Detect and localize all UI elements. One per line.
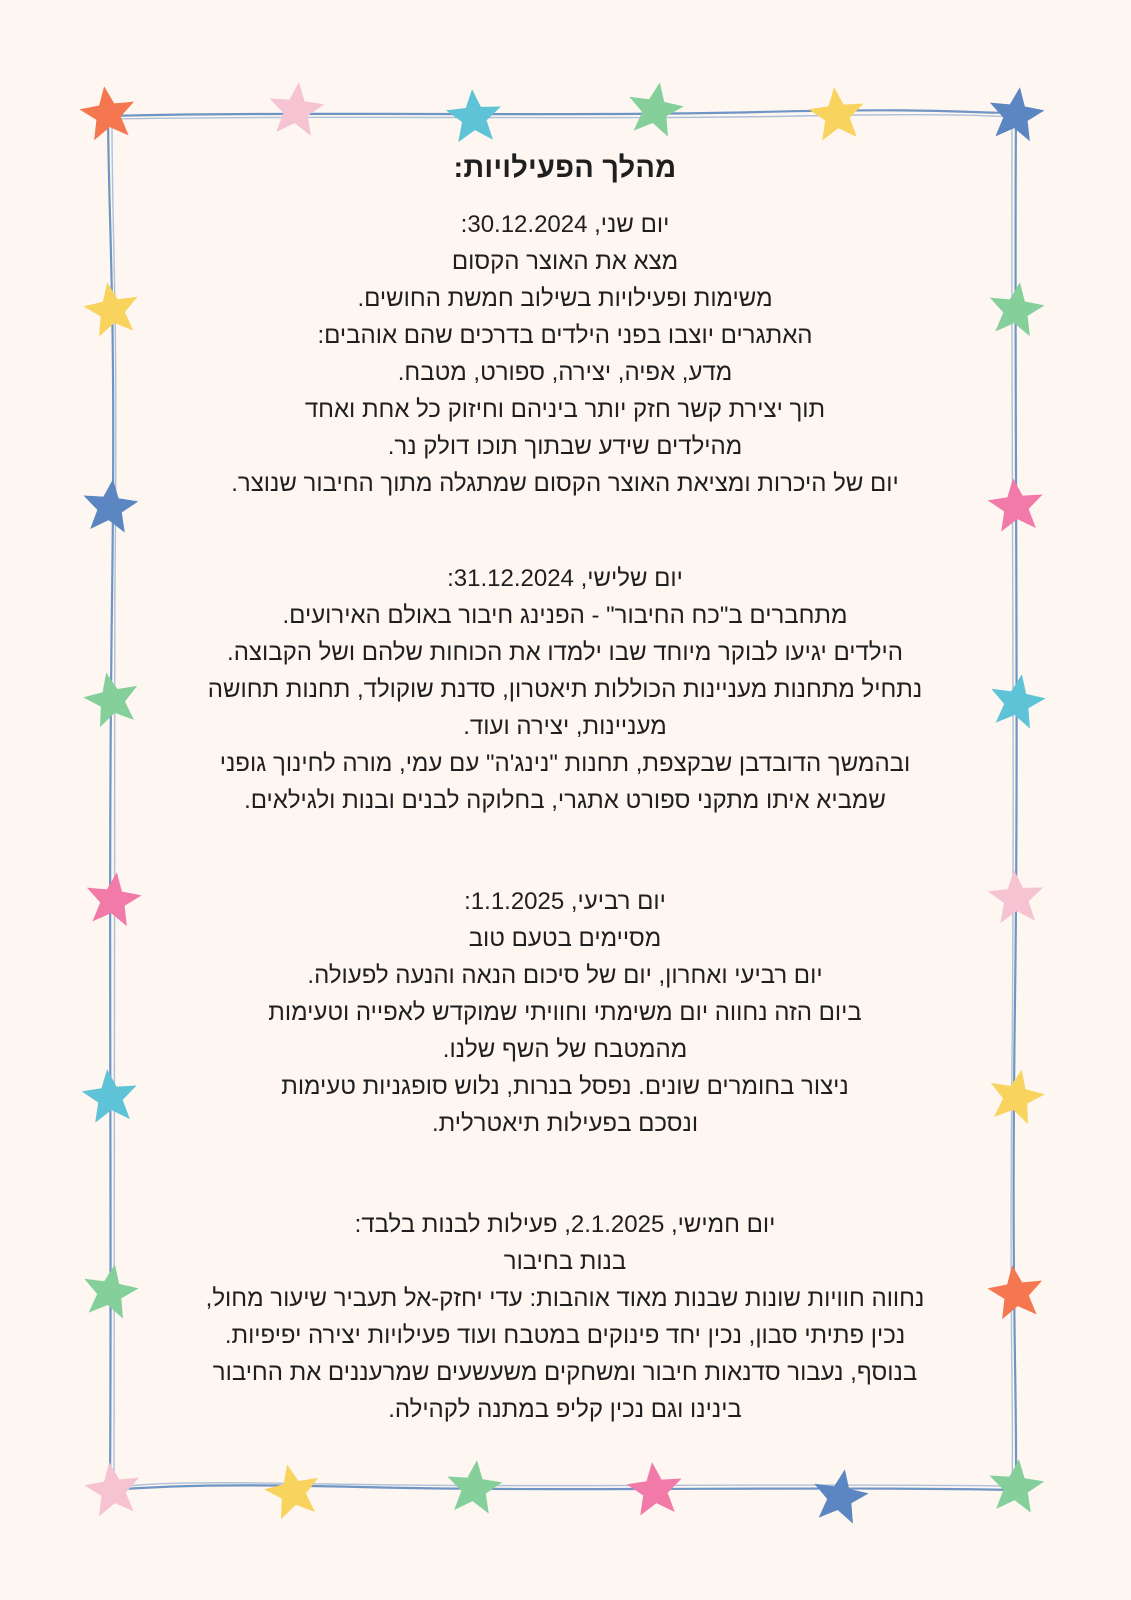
section-line: יום רביעי, 1.1.2025: [464,888,666,915]
day-section-thursday [160,1206,970,1428]
star-decoration [266,79,326,136]
section-line: ובהמשך הדובדבן שבקצפת, תחנות "נינג'ה" עם עמי, מורה לחינוך גופני [219,750,911,777]
star-decoration [82,868,144,927]
star-decoration [984,1064,1049,1126]
section-line: ונסכם בפעילות תיאטרלית. [431,1110,699,1137]
star-decoration [260,1459,325,1521]
section-line: נחווה חוויות שונות שבנות מאוד אוהבות: עדי יחזק-אל תעביר שיעור מחול, [205,1285,925,1312]
section-line: ניצור בחומרים שונים. נפסל בנרות, נלוש סופגניות טעימות [281,1073,849,1100]
section-line: משימות ופעילויות בשילוב חמשת החושים. [357,285,773,312]
page-title: מהלך הפעילויות: [453,152,677,184]
star-decoration [807,84,867,141]
section-line: מסיימים בטעם טוב [468,925,662,952]
day-section-wednesday [160,883,970,1142]
section-line: האתגרים יוצבו בפני הילדים בדרכים שהם אוהבים: [317,322,813,349]
section-line: יום של היכרות ומציאת האוצר הקסום שמתגלה מתוך החיבור שנוצר. [231,470,899,497]
section-line: מהילדים שידע שבתוך תוכו דולק נר. [387,433,743,460]
section-line: מתחברים ב"כח החיבור" - הפנינג חיבור באולם האירועים. [282,602,848,629]
section-line: יום רביעי ואחרון, יום של סיכום הנאה והנעה לפעולה. [307,962,823,989]
star-decoration [985,1261,1047,1320]
activities-document [160,148,970,1428]
section-line: נכין פתיתי סבון, נכין יחד פינוקים במטבח ועוד פעילויות יצירה יפיפיות. [224,1322,906,1349]
section-line: מעניינות, יצירה ועוד. [463,713,667,740]
section-line: יום שני, 30.12.2024: [460,211,670,238]
section-line: נתחיל מתחנות מעניינות הכוללות תיאטרון, סדנת שוקולד, תחנות תחושה [207,676,923,703]
day-section-monday [160,206,970,502]
section-line: מהמטבח של השף שלנו. [442,1036,688,1063]
section-line: מצא את האוצר הקסום [451,248,679,275]
section-line: שמביא איתו מתקני ספורט אתגרי, בחלוקה לבנים ובנות ולגילאים. [244,787,886,814]
section-line: בנות בחיבור [503,1248,627,1275]
day-section-tuesday [160,560,970,819]
star-decoration [444,1457,504,1514]
section-line: ביום הזה נחווה יום משימתי וחוויתי שמוקדש לאפייה וטעימות [268,999,862,1026]
section-line: בנוסף, נעבור סדנאות חיבור ומשחקים משעשעים שמרעננים את החיבור [212,1359,918,1386]
section-line: תוך יצירת קשר חזק יותר ביניהם וחיזוק כל אחת ואחד [304,396,826,423]
star-decoration [809,1465,872,1526]
star-decoration [624,78,687,139]
section-line: יום חמישי, 2.1.2025, פעילות לבנות בלבד: [354,1211,776,1238]
section-line: יום שלישי, 31.12.2024: [447,565,683,592]
section-line: הילדים יגיעו לבוקר מיוחד שבו ילמדו את הכוחות שלהם ושל הקבוצה. [227,639,903,666]
section-line: מדע, אפיה, יצירה, ספורט, מטבח. [397,359,733,386]
star-decoration [986,1456,1046,1513]
section-line: בינינו וגם נכין קליפ במתנה לקהילה. [388,1396,742,1423]
star-decoration [80,476,140,533]
